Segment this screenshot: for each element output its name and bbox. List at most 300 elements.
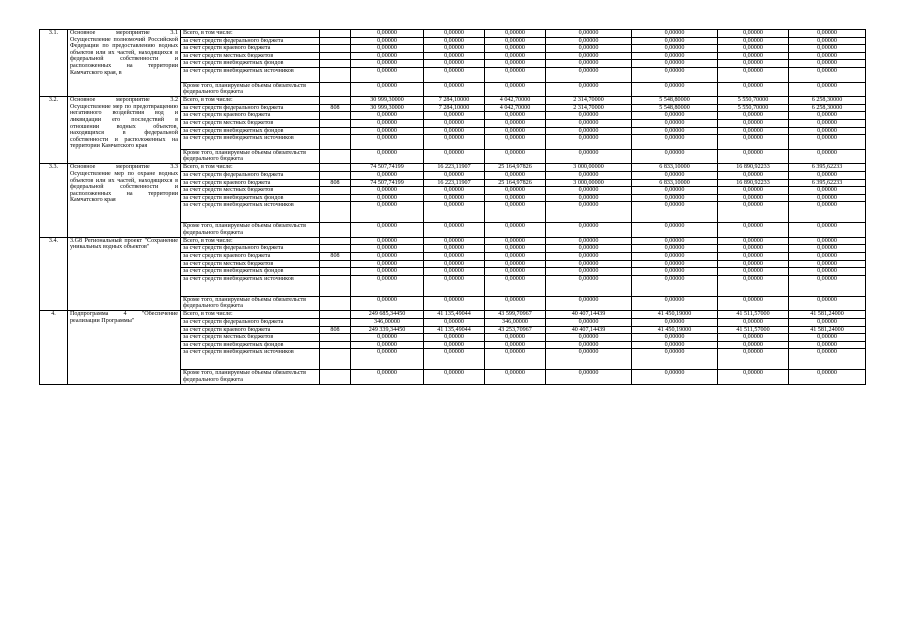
year-value: 0,00000 (718, 202, 789, 223)
year-value: 0,00000 (546, 237, 632, 245)
total-value: 249 685,34450 (351, 311, 424, 319)
year-value: 0,00000 (789, 334, 866, 342)
total-value: 0,00000 (351, 30, 424, 38)
year-value: 0,00000 (424, 112, 485, 120)
year-value: 0,00000 (718, 82, 789, 97)
year-value: 0,00000 (718, 223, 789, 238)
year-value: 0,00000 (485, 52, 546, 60)
year-value: 0,00000 (546, 334, 632, 342)
year-value: 0,00000 (424, 67, 485, 82)
year-value: 40 407,14439 (546, 311, 632, 319)
year-value: 0,00000 (485, 187, 546, 195)
year-value: 0,00000 (789, 112, 866, 120)
year-value: 0,00000 (789, 202, 866, 223)
year-value: 0,00000 (424, 319, 485, 327)
year-value: 0,00000 (485, 45, 546, 53)
year-value: 0,00000 (424, 60, 485, 68)
total-value: 0,00000 (351, 135, 424, 150)
year-value: 0,00000 (424, 52, 485, 60)
year-value: 0,00000 (546, 37, 632, 45)
total-value: 0,00000 (351, 245, 424, 253)
section-name: Основное мероприятие 3.3 Осуществление мер по охране водных объектов или их частей, находящихся в федеральной собственности и расположенных на территории Камчатского края (68, 164, 181, 238)
year-value: 16 890,92233 (718, 164, 789, 172)
total-value: 0,00000 (351, 260, 424, 268)
year-value: 0,00000 (424, 119, 485, 127)
budget-code (320, 296, 351, 311)
year-value: 0,00000 (632, 253, 718, 261)
year-value: 0,00000 (424, 268, 485, 276)
year-value: 0,00000 (632, 268, 718, 276)
budget-code (320, 334, 351, 342)
budget-code (320, 45, 351, 53)
year-value: 0,00000 (718, 341, 789, 349)
section-index: 4. (40, 311, 68, 385)
funding-source: за счет средств внебюджетных фондов (181, 60, 320, 68)
budget-code: 808 (320, 104, 351, 112)
year-value: 0,00000 (485, 245, 546, 253)
year-value: 346,00000 (485, 319, 546, 327)
year-value: 0,00000 (546, 275, 632, 296)
year-value: 0,00000 (789, 245, 866, 253)
year-value: 0,00000 (718, 296, 789, 311)
section-index: 3.4. (40, 237, 68, 311)
total-value: 0,00000 (351, 370, 424, 385)
funding-source: Кроме того, планируемые объемы обязательств федерального бюджета (181, 82, 320, 97)
year-value: 0,00000 (632, 296, 718, 311)
year-value: 41 450,19000 (632, 311, 718, 319)
year-value: 0,00000 (424, 194, 485, 202)
year-value: 0,00000 (546, 370, 632, 385)
year-value: 0,00000 (546, 194, 632, 202)
year-value: 0,00000 (424, 223, 485, 238)
year-value: 0,00000 (718, 187, 789, 195)
total-value: 0,00000 (351, 341, 424, 349)
budget-code (320, 268, 351, 276)
year-value: 0,00000 (632, 112, 718, 120)
year-value: 0,00000 (718, 237, 789, 245)
budget-code (320, 319, 351, 327)
year-value: 41 135,49044 (424, 326, 485, 334)
section-name: Основное мероприятие 3.2 Осуществление мер по предотвращению негативного воздействия вод и ликвидации его последствий в отношении водных объектов, находящихся в федеральной собственности и расположенных на территории Камчатского края (68, 97, 181, 164)
year-value: 0,00000 (546, 119, 632, 127)
year-value: 7 284,10000 (424, 104, 485, 112)
year-value: 0,00000 (485, 171, 546, 179)
year-value: 7 284,10000 (424, 97, 485, 105)
year-value: 6 395,62233 (789, 164, 866, 172)
year-value: 0,00000 (632, 245, 718, 253)
section-index: 3.1. (40, 30, 68, 97)
year-value: 0,00000 (424, 260, 485, 268)
budget-code (320, 202, 351, 223)
section-index: 3.3. (40, 164, 68, 238)
year-value: 0,00000 (546, 187, 632, 195)
total-value: 0,00000 (351, 296, 424, 311)
budget-code (320, 187, 351, 195)
year-value: 0,00000 (632, 349, 718, 370)
year-value: 0,00000 (424, 82, 485, 97)
total-value: 0,00000 (351, 149, 424, 164)
year-value: 0,00000 (546, 260, 632, 268)
table-row (40, 237, 866, 245)
budget-code (320, 349, 351, 370)
year-value: 0,00000 (718, 135, 789, 150)
section-name: Основное мероприятие 3.1 Осуществление полномочий Российской Федерации по предоставлению водных объектов или их частей, находящихся в федеральной собственности и расположенных на территории Камчатского края, в (68, 30, 181, 97)
budget-code (320, 275, 351, 296)
year-value: 0,00000 (632, 275, 718, 296)
funding-source: за счет средств краевого бюджета (181, 45, 320, 53)
budget-code (320, 171, 351, 179)
year-value: 0,00000 (424, 127, 485, 135)
year-value: 0,00000 (546, 127, 632, 135)
budget-code (320, 127, 351, 135)
year-value: 3 000,00000 (546, 179, 632, 187)
budget-code: 808 (320, 326, 351, 334)
year-value: 0,00000 (424, 171, 485, 179)
year-value: 0,00000 (789, 149, 866, 164)
year-value: 0,00000 (546, 202, 632, 223)
year-value: 41 450,19000 (632, 326, 718, 334)
budget-code (320, 164, 351, 172)
budget-code (320, 237, 351, 245)
funding-source: за счет средств внебюджетных фондов (181, 194, 320, 202)
year-value: 0,00000 (632, 223, 718, 238)
year-value: 0,00000 (546, 30, 632, 38)
funding-source: Кроме того, планируемые объемы обязательств федерального бюджета (181, 149, 320, 164)
year-value: 40 407,14439 (546, 326, 632, 334)
section-index: 3.2. (40, 97, 68, 164)
year-value: 0,00000 (424, 45, 485, 53)
year-value: 6 833,10000 (632, 179, 718, 187)
funding-source: Всего, в том числе: (181, 97, 320, 105)
year-value: 43 599,70967 (485, 311, 546, 319)
year-value: 0,00000 (485, 60, 546, 68)
year-value: 16 223,11907 (424, 179, 485, 187)
year-value: 43 253,70967 (485, 326, 546, 334)
year-value: 0,00000 (546, 253, 632, 261)
year-value: 0,00000 (632, 237, 718, 245)
funding-source: за счет средств краевого бюджета (181, 179, 320, 187)
funding-source: за счет средств внебюджетных источников (181, 202, 320, 223)
budget-code (320, 311, 351, 319)
year-value: 0,00000 (632, 60, 718, 68)
total-value: 0,00000 (351, 275, 424, 296)
year-value: 0,00000 (546, 45, 632, 53)
year-value: 0,00000 (485, 237, 546, 245)
funding-source: за счет средств внебюджетных источников (181, 67, 320, 82)
year-value: 0,00000 (424, 253, 485, 261)
total-value: 0,00000 (351, 253, 424, 261)
total-value: 346,00000 (351, 319, 424, 327)
year-value: 0,00000 (632, 45, 718, 53)
year-value: 0,00000 (546, 223, 632, 238)
total-value: 0,00000 (351, 82, 424, 97)
year-value: 0,00000 (718, 275, 789, 296)
year-value: 0,00000 (632, 119, 718, 127)
year-value: 0,00000 (789, 268, 866, 276)
year-value: 0,00000 (632, 149, 718, 164)
year-value: 4 042,70000 (485, 104, 546, 112)
table-row (40, 311, 866, 319)
year-value: 5 550,70000 (718, 104, 789, 112)
funding-source: за счет средств местных бюджетов (181, 334, 320, 342)
funding-source: за счет средств краевого бюджета (181, 326, 320, 334)
year-value: 0,00000 (424, 202, 485, 223)
year-value: 4 042,70000 (485, 97, 546, 105)
year-value: 0,00000 (718, 127, 789, 135)
funding-source: за счет средств местных бюджетов (181, 119, 320, 127)
year-value: 0,00000 (632, 370, 718, 385)
year-value: 5 550,70000 (718, 97, 789, 105)
budget-code (320, 194, 351, 202)
year-value: 0,00000 (546, 112, 632, 120)
total-value: 0,00000 (351, 127, 424, 135)
year-value: 0,00000 (632, 82, 718, 97)
funding-source: Кроме того, планируемые объемы обязательств федерального бюджета (181, 296, 320, 311)
funding-source: за счет средств внебюджетных источников (181, 275, 320, 296)
year-value: 0,00000 (424, 30, 485, 38)
budget-code (320, 67, 351, 82)
funding-source: за счет средств местных бюджетов (181, 52, 320, 60)
total-value: 0,00000 (351, 237, 424, 245)
year-value: 0,00000 (789, 171, 866, 179)
year-value: 0,00000 (424, 187, 485, 195)
year-value: 5 548,80000 (632, 104, 718, 112)
budget-code (320, 30, 351, 38)
year-value: 2 314,70000 (546, 104, 632, 112)
year-value: 0,00000 (424, 149, 485, 164)
funding-source: Всего, в том числе: (181, 164, 320, 172)
year-value: 0,00000 (485, 127, 546, 135)
budget-code (320, 112, 351, 120)
year-value: 0,00000 (789, 253, 866, 261)
year-value: 0,00000 (789, 370, 866, 385)
table-row (40, 164, 866, 172)
year-value: 0,00000 (424, 370, 485, 385)
budget-code: 808 (320, 179, 351, 187)
year-value: 6 395,62233 (789, 179, 866, 187)
year-value: 0,00000 (485, 275, 546, 296)
year-value: 16 890,92233 (718, 179, 789, 187)
total-value: 0,00000 (351, 52, 424, 60)
total-value: 0,00000 (351, 171, 424, 179)
year-value: 0,00000 (789, 135, 866, 150)
year-value: 0,00000 (485, 334, 546, 342)
year-value: 0,00000 (485, 223, 546, 238)
year-value: 41 581,24000 (789, 326, 866, 334)
year-value: 0,00000 (789, 127, 866, 135)
year-value: 0,00000 (718, 260, 789, 268)
year-value: 0,00000 (546, 341, 632, 349)
year-value: 0,00000 (789, 260, 866, 268)
budget-code (320, 245, 351, 253)
section-name: 3.G8 Региональный проект "Сохранение уникальных водных объектов" (68, 237, 181, 311)
year-value: 0,00000 (424, 37, 485, 45)
budget-code (320, 260, 351, 268)
year-value: 0,00000 (485, 135, 546, 150)
budget-table-page (39, 29, 866, 385)
total-value: 0,00000 (351, 223, 424, 238)
year-value: 0,00000 (718, 171, 789, 179)
budget-code (320, 370, 351, 385)
total-value: 0,00000 (351, 334, 424, 342)
year-value: 0,00000 (485, 349, 546, 370)
year-value: 0,00000 (632, 67, 718, 82)
year-value: 0,00000 (546, 60, 632, 68)
year-value: 0,00000 (718, 52, 789, 60)
funding-source: за счет средств местных бюджетов (181, 260, 320, 268)
funding-source: за счет средств краевого бюджета (181, 253, 320, 261)
total-value: 0,00000 (351, 202, 424, 223)
year-value: 0,00000 (546, 149, 632, 164)
funding-source: Всего, в том числе: (181, 30, 320, 38)
year-value: 6 258,30000 (789, 97, 866, 105)
year-value: 0,00000 (632, 334, 718, 342)
total-value: 0,00000 (351, 60, 424, 68)
budget-code (320, 119, 351, 127)
funding-source: за счет средств федерального бюджета (181, 245, 320, 253)
year-value: 0,00000 (546, 135, 632, 150)
total-value: 74 507,74199 (351, 164, 424, 172)
year-value: 0,00000 (632, 171, 718, 179)
year-value: 0,00000 (424, 334, 485, 342)
year-value: 6 833,10000 (632, 164, 718, 172)
year-value: 0,00000 (789, 237, 866, 245)
year-value: 0,00000 (546, 296, 632, 311)
funding-source: за счет средств внебюджетных фондов (181, 341, 320, 349)
total-value: 0,00000 (351, 349, 424, 370)
year-value: 0,00000 (485, 202, 546, 223)
year-value: 0,00000 (546, 268, 632, 276)
funding-source: за счет средств внебюджетных источников (181, 135, 320, 150)
year-value: 0,00000 (789, 319, 866, 327)
year-value: 41 511,57000 (718, 326, 789, 334)
year-value: 0,00000 (632, 135, 718, 150)
budget-code (320, 97, 351, 105)
year-value: 0,00000 (632, 194, 718, 202)
year-value: 0,00000 (718, 194, 789, 202)
year-value: 0,00000 (632, 260, 718, 268)
year-value: 0,00000 (632, 30, 718, 38)
year-value: 41 135,49044 (424, 311, 485, 319)
year-value: 0,00000 (546, 82, 632, 97)
year-value: 0,00000 (718, 319, 789, 327)
funding-source: за счет средств федерального бюджета (181, 171, 320, 179)
year-value: 0,00000 (424, 341, 485, 349)
year-value: 0,00000 (485, 149, 546, 164)
budget-code: 808 (320, 253, 351, 261)
funding-source: за счет средств местных бюджетов (181, 187, 320, 195)
year-value: 5 548,80000 (632, 97, 718, 105)
total-value: 0,00000 (351, 194, 424, 202)
total-value: 0,00000 (351, 187, 424, 195)
year-value: 0,00000 (546, 245, 632, 253)
year-value: 0,00000 (485, 82, 546, 97)
year-value: 0,00000 (718, 253, 789, 261)
year-value: 0,00000 (485, 268, 546, 276)
year-value: 0,00000 (789, 296, 866, 311)
year-value: 0,00000 (485, 37, 546, 45)
year-value: 0,00000 (718, 268, 789, 276)
year-value: 0,00000 (718, 149, 789, 164)
total-value: 0,00000 (351, 119, 424, 127)
total-value: 249 339,34450 (351, 326, 424, 334)
section-name: Подпрограмма 4 "Обеспечение реализации Программы" (68, 311, 181, 385)
total-value: 0,00000 (351, 67, 424, 82)
budget-code (320, 37, 351, 45)
year-value: 0,00000 (789, 341, 866, 349)
year-value: 0,00000 (424, 245, 485, 253)
year-value: 0,00000 (718, 370, 789, 385)
total-value: 30 999,30000 (351, 104, 424, 112)
year-value: 0,00000 (485, 30, 546, 38)
year-value: 0,00000 (718, 60, 789, 68)
year-value: 0,00000 (718, 245, 789, 253)
year-value: 0,00000 (789, 45, 866, 53)
year-value: 3 000,00000 (546, 164, 632, 172)
year-value: 0,00000 (546, 319, 632, 327)
year-value: 0,00000 (424, 275, 485, 296)
year-value: 0,00000 (718, 334, 789, 342)
year-value: 0,00000 (789, 30, 866, 38)
funding-source: за счет средств внебюджетных источников (181, 349, 320, 370)
budget-code (320, 223, 351, 238)
year-value: 0,00000 (632, 341, 718, 349)
year-value: 0,00000 (485, 119, 546, 127)
year-value: 25 164,97826 (485, 164, 546, 172)
budget-code (320, 149, 351, 164)
budget-table (39, 29, 866, 385)
year-value: 0,00000 (632, 319, 718, 327)
funding-source: Всего, в том числе: (181, 311, 320, 319)
year-value: 0,00000 (789, 52, 866, 60)
year-value: 0,00000 (546, 171, 632, 179)
year-value: 0,00000 (546, 67, 632, 82)
year-value: 0,00000 (718, 119, 789, 127)
year-value: 0,00000 (485, 112, 546, 120)
budget-code (320, 52, 351, 60)
table-row (40, 97, 866, 105)
year-value: 0,00000 (485, 370, 546, 385)
year-value: 0,00000 (789, 82, 866, 97)
year-value: 0,00000 (424, 237, 485, 245)
year-value: 0,00000 (789, 37, 866, 45)
year-value: 16 223,11907 (424, 164, 485, 172)
year-value: 0,00000 (485, 253, 546, 261)
table-row (40, 30, 866, 38)
year-value: 0,00000 (789, 67, 866, 82)
year-value: 0,00000 (789, 194, 866, 202)
total-value: 0,00000 (351, 268, 424, 276)
total-value: 74 507,74199 (351, 179, 424, 187)
year-value: 0,00000 (424, 349, 485, 370)
funding-source: за счет средств федерального бюджета (181, 104, 320, 112)
budget-code (320, 60, 351, 68)
year-value: 2 314,70000 (546, 97, 632, 105)
year-value: 0,00000 (485, 341, 546, 349)
total-value: 0,00000 (351, 112, 424, 120)
total-value: 0,00000 (351, 37, 424, 45)
total-value: 30 999,30000 (351, 97, 424, 105)
year-value: 0,00000 (718, 30, 789, 38)
year-value: 0,00000 (632, 187, 718, 195)
year-value: 0,00000 (718, 349, 789, 370)
year-value: 0,00000 (718, 37, 789, 45)
year-value: 41 581,24000 (789, 311, 866, 319)
year-value: 0,00000 (485, 67, 546, 82)
year-value: 0,00000 (789, 275, 866, 296)
year-value: 0,00000 (789, 187, 866, 195)
funding-source: Кроме того, планируемые объемы обязательств федерального бюджета (181, 223, 320, 238)
